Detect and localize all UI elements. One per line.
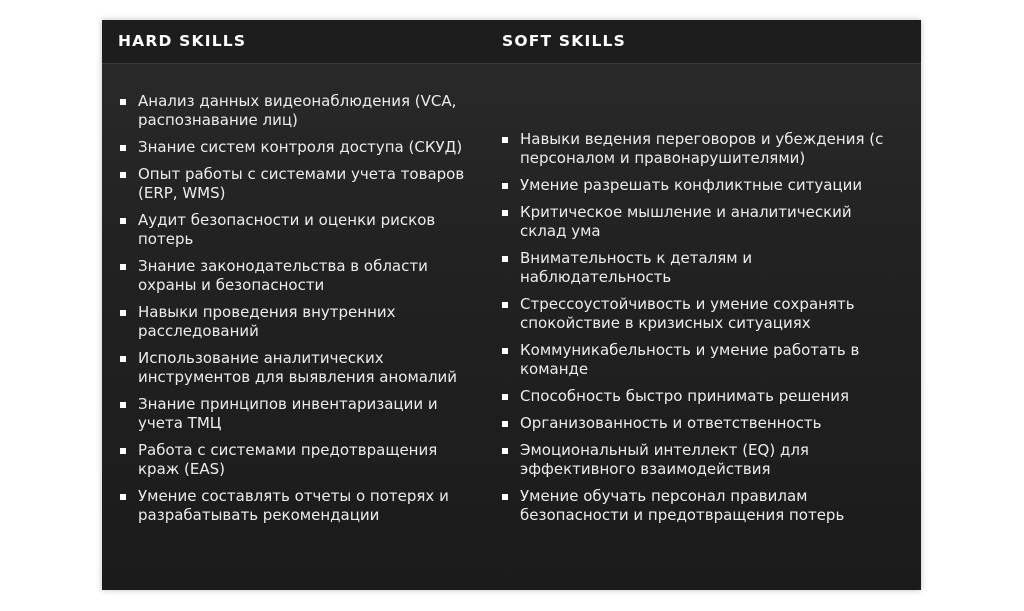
bullet-icon: [502, 348, 508, 354]
hard-skill-item: [120, 303, 480, 341]
bullet-icon: [120, 494, 126, 500]
soft-skill-text: Способность быстро принимать решения: [520, 387, 850, 405]
hard-skill-item: [120, 138, 480, 157]
skills-card: [102, 20, 921, 590]
hard-skill-text: Использование аналитических инструментов для выявления аномалий: [138, 349, 458, 386]
hard-skill-text: Знание систем контроля доступа (СКУД): [138, 138, 463, 156]
soft-skill-item: [502, 295, 902, 333]
hard-skill-item: [120, 257, 480, 295]
soft-skills-list: [502, 130, 902, 533]
hard-skill-text: Работа с системами предотвращения краж (EAS): [138, 441, 438, 478]
soft-skill-item: [502, 487, 902, 525]
soft-skill-item: [502, 203, 902, 241]
soft-skill-text: Коммуникабельность и умение работать в команде: [520, 341, 860, 378]
hard-skill-item: [120, 441, 480, 479]
bullet-icon: [502, 494, 508, 500]
bullet-icon: [120, 448, 126, 454]
bullet-icon: [502, 448, 508, 454]
hard-skill-text: Знание законодательства в области охраны и безопасности: [138, 257, 428, 294]
bullet-icon: [502, 137, 508, 143]
soft-skill-item: [502, 176, 902, 195]
bullet-icon: [120, 402, 126, 408]
hard-skill-text: Анализ данных видеонаблюдения (VCA, распознавание лиц): [138, 92, 457, 129]
soft-skills-title: SOFT SKILLS: [502, 32, 626, 50]
soft-skill-text: Умение разрешать конфликтные ситуации: [520, 176, 863, 194]
soft-skill-text: Критическое мышление и аналитический склад ума: [520, 203, 852, 240]
soft-skill-item: [502, 387, 902, 406]
hard-skills-list: [120, 92, 480, 533]
soft-skill-text: Навыки ведения переговоров и убеждения (с персоналом и правонарушителями): [520, 130, 884, 167]
hard-skill-item: [120, 349, 480, 387]
hard-skill-text: Навыки проведения внутренних расследований: [138, 303, 396, 340]
hard-skill-item: [120, 211, 480, 249]
soft-skill-text: Умение обучать персонал правилам безопасности и предотвращения потерь: [520, 487, 845, 524]
hard-skill-item: [120, 487, 480, 525]
soft-skill-text: Стрессоустойчивость и умение сохранять спокойствие в кризисных ситуациях: [520, 295, 855, 332]
hard-skill-text: Аудит безопасности и оценки рисков потерь: [138, 211, 436, 248]
hard-skill-text: Опыт работы с системами учета товаров (ERP, WMS): [138, 165, 465, 202]
bullet-icon: [120, 218, 126, 224]
bullet-icon: [502, 210, 508, 216]
bullet-icon: [120, 264, 126, 270]
hard-skill-item: [120, 92, 480, 130]
soft-skill-text: Организованность и ответственность: [520, 414, 822, 432]
bullet-icon: [502, 183, 508, 189]
hard-skill-text: Знание принципов инвентаризации и учета ТМЦ: [138, 395, 438, 432]
soft-skill-item: [502, 441, 902, 479]
bullet-icon: [502, 256, 508, 262]
bullet-icon: [120, 172, 126, 178]
soft-skill-item: [502, 130, 902, 168]
bullet-icon: [120, 145, 126, 151]
bullet-icon: [120, 356, 126, 362]
soft-skill-text: Внимательность к деталям и наблюдательность: [520, 249, 753, 286]
bullet-icon: [502, 421, 508, 427]
hard-skill-text: Умение составлять отчеты о потерях и разрабатывать рекомендации: [138, 487, 449, 524]
soft-skill-item: [502, 414, 902, 433]
bullet-icon: [120, 99, 126, 105]
hard-skill-item: [120, 395, 480, 433]
table-header: [102, 20, 921, 64]
soft-skill-text: Эмоциональный интеллект (EQ) для эффективного взаимодействия: [520, 441, 809, 478]
soft-skill-item: [502, 249, 902, 287]
hard-skill-item: [120, 165, 480, 203]
soft-skill-item: [502, 341, 902, 379]
bullet-icon: [502, 394, 508, 400]
bullet-icon: [502, 302, 508, 308]
bullet-icon: [120, 310, 126, 316]
hard-skills-title: HARD SKILLS: [118, 32, 247, 50]
